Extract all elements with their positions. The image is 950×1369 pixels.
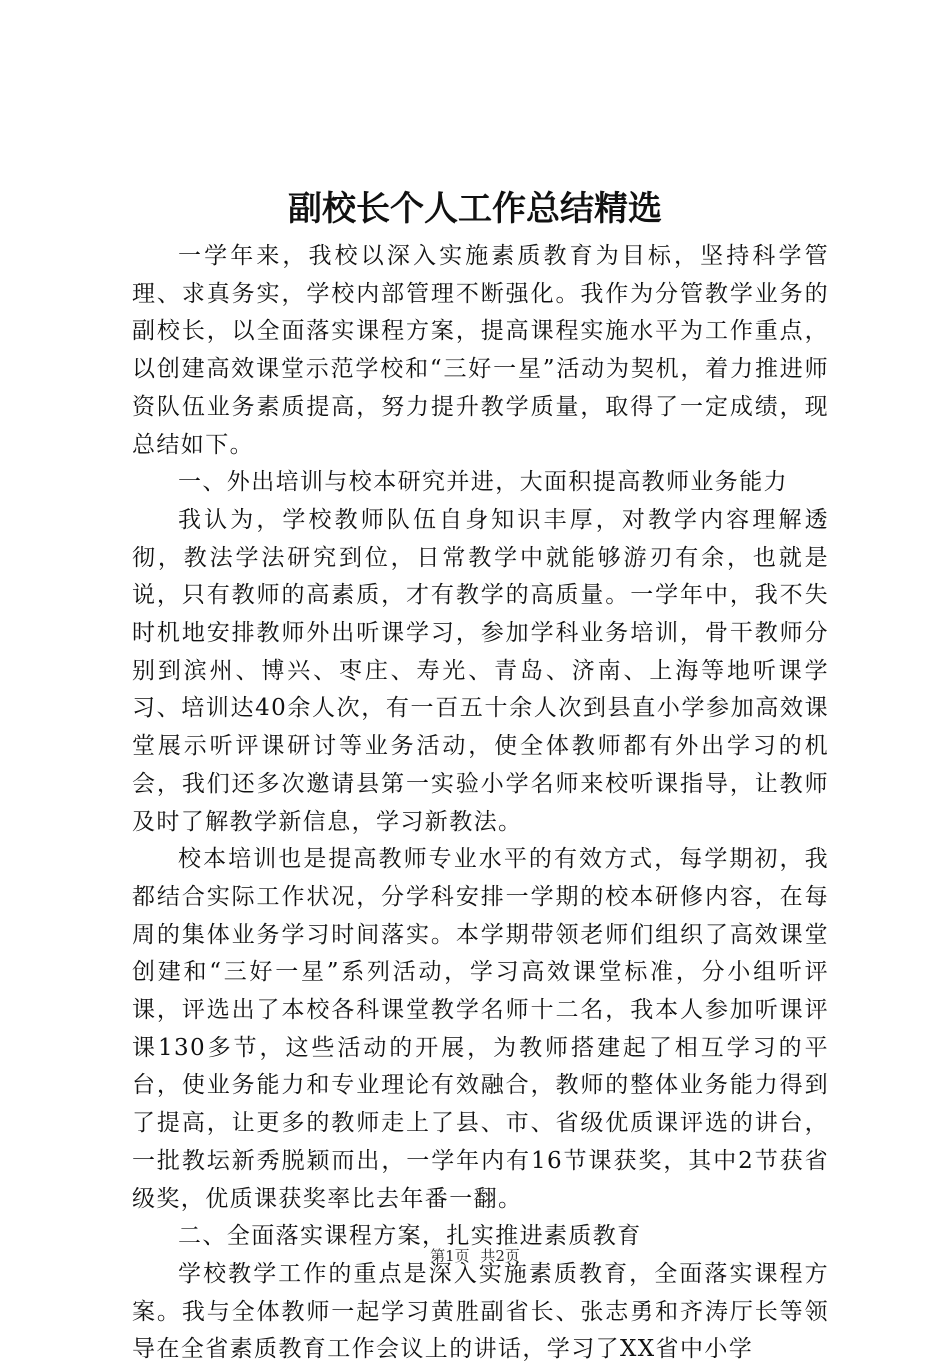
page-footer — [0, 1246, 950, 1266]
body-paragraph: 学校教学工作的重点是深入实施素质教育，全面落实课程方案。我与全体教师一起学习黄胜副省长、张志勇和齐涛厅长等领导在全省素质教育工作会议上的讲话，学习了XX省中小学 — [132, 1260, 829, 1363]
intro-paragraph: 一学年来，我校以深入实施素质教育为目标，坚持科学管理、求真务实，学校内部管理不断强化。我作为分管教学业务的副校长，以全面落实课程方案，提高课程实施水平为工作重点，以创建高效课堂示范学校和“三好一星”活动为契机，着力推进师资队伍业务素质提高，努力提升教学质量，取得了一定成绩，现总结如下。 — [132, 243, 829, 458]
body-paragraph: 校本培训也是提高教师专业水平的有效方式，每学期初，我都结合实际工作状况，分学科安排一学期的校本研修内容，在每周的集体业务学习时间落实。本学期带领老师们组织了高效课堂创建和“三好一星”系列活动，学习高效课堂标准，分小组听评课，评选出了本校各科课堂教学名师十二名，我本人参加听课评课130多节，这些活动的开展，为教师搭建起了相互学习的平台，使业务能力和专业理论有效融合，教师的整体业务能力得到了提高，让更多的教师走上了县、市、省级优质课评选的讲台，一批教坛新秀脱颖而出，一学年内有16节课获奖，其中2节获省级奖，优质课获奖率比去年番一翻。 — [132, 846, 829, 1212]
page-total: 共2页 — [480, 1247, 520, 1265]
page-number: 第1页 — [430, 1247, 470, 1265]
document-title: 副校长个人工作总结精选 — [288, 189, 662, 229]
body-paragraph: 我认为，学校教师队伍自身知识丰厚，对教学内容理解透彻，教法学法研究到位，日常教学中就能够游刃有余，也就是说，只有教师的高素质，才有教学的高质量。一学年中，我不失时机地安排教师外出听课学习，参加学科业务培训，骨干教师分别到滨州、博兴、枣庄、寿光、青岛、济南、上海等地听课学习、培训达40余人次，有一百五十余人次到县直小学参加高效课堂展示听评课研讨等业务活动，使全体教师都有外出学习的机会，我们还多次邀请县第一实验小学名师来校听课指导，让教师及时了解教学新信息，学习新教法。 — [132, 506, 829, 835]
section-heading-1: 一、外出培训与校本研究并进，大面积提高教师业务能力 — [178, 469, 788, 496]
section-heading-2: 二、全面落实课程方案，扎实推进素质教育 — [178, 1223, 642, 1250]
document-body — [132, 238, 829, 1369]
